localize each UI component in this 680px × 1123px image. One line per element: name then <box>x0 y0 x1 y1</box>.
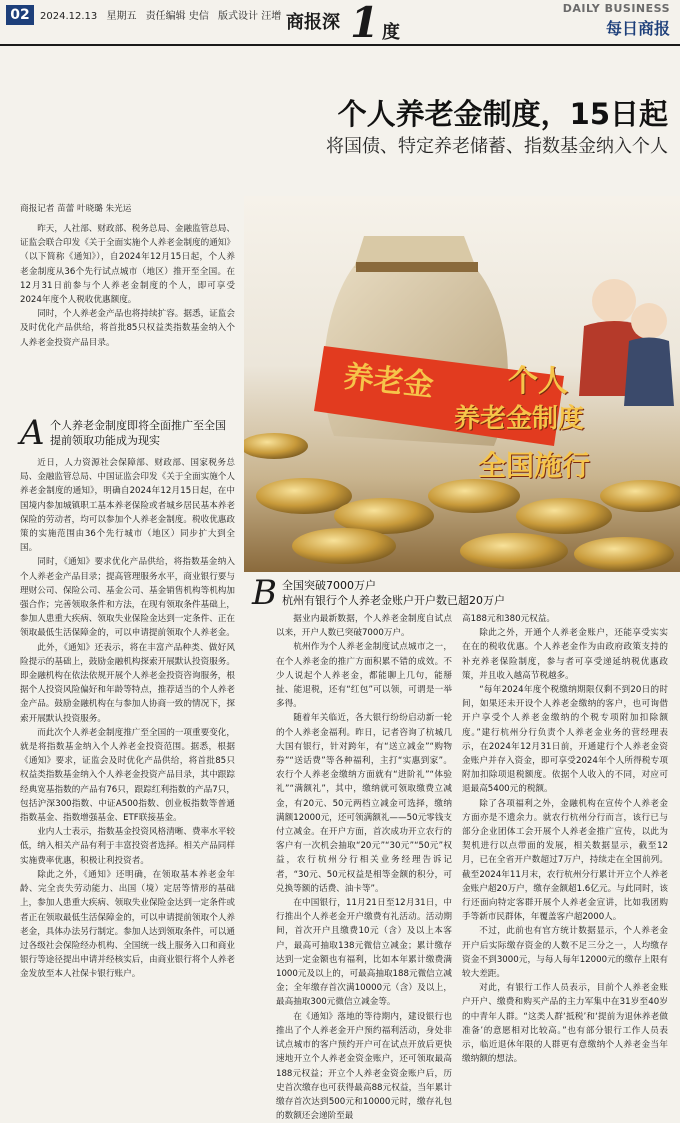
section-b-title-line1: 全国突破7000万户 <box>282 579 376 592</box>
section-a-body <box>20 456 235 982</box>
main-headline: 个人养老金制度，15日起 <box>337 97 668 131</box>
issue-designer: 版式设计 汪增 <box>218 11 282 22</box>
article-paragraph: 近日，人力资源社会保障部、财政部、国家税务总局、金融监管总局、中国证监会印发《关于全面实施个人养老金制度的通知》，明确自2024年12月15日起，在中国境内参加城镇职工基本养老保险或者城乡居民基本养老保险的劳动者，均可以参加个人养老金制度。税收优惠政策的实施范围由36个先行城市（地区）同步扩大到全国。 <box>20 458 235 554</box>
intro-text <box>20 222 235 350</box>
article-paragraph: 在《通知》落地的等待期内，建设银行也推出了个人养老金开户预约福利活动，身处非试点城市的客户预约开户可在试点开放后更快速地开立个人养老金资金账户，还可领取最高188元权益；开立个人养老金资金账户后，历史首次缴存也可获得最高88元权益，当年累计缴存首次达到500元和10000元时，缴存礼包的数额还会递阶至最 <box>276 1011 452 1122</box>
issue-meta <box>40 7 287 22</box>
section-a-letter: A <box>20 413 45 453</box>
intro-paragraph: 同时，个人养老金产品也将持续扩容。据悉，证监会及时优化产品供给，将首批85只权益类指数基金纳入个人养老金投资产品目录。 <box>20 309 235 348</box>
photo-illustration <box>244 196 680 572</box>
article-paragraph: 同时，《通知》要求优化产品供给，将指数基金纳入个人养老金产品目录；提高管理服务水平，商业银行要与理财公司、保险公司、基金公司、基金销售机构等机构加强合作；完善领取条件和方法，在现有领取条件基础上，参加人患重大疾病、领取失业保险金达到一定条件、正在领取最低生活保障金的，可以申请提前领取个人养老金。 <box>20 557 235 639</box>
section-b-title-line2: 杭州有银行个人养老金账户开户数已超20万户 <box>282 594 505 607</box>
section-title <box>286 0 416 47</box>
brand-english: DAILY BUSINESS <box>562 2 670 15</box>
section-a-title-line2: 提前领取功能成为现实 <box>50 434 160 447</box>
section-b-column-2 <box>462 612 668 1067</box>
article-paragraph: 除了各项福利之外，金融机构在宣传个人养老金方面亦是不遗余力。就农行杭州分行而言，该行已与部分企业团体工会开展个人养老金推广宣传，以此为契机进行以点带面的发展，相关数据显示，截至12月，已在全省开户数超过7万户，持续走在全国前列。截至2024年11月末，农行杭州分行累计开立个人养老金账户超20万户，缴存金额超1.6亿元。与此同时，该行还面向特定客群开展个人养老金宣讲，比如我团购手等新市民群体，年覆盖客户超2000人。 <box>462 798 668 923</box>
article-paragraph: 除此之外，开通个人养老金账户，还能享受实实在在的税收优惠。个人养老金作为由政府政策支持的补充养老保险制度，参与者可享受递延纳税优惠政策，并且收入越高节税越多。 <box>462 628 668 681</box>
article-paragraph: 杭州作为个人养老金制度试点城市之一，在个人养老金的推广方面积累不错的成效。不少人说起个人养老金，都能聊上几句，能掰扯、能退税，还有“红包”可以领，可谓是一举多得。 <box>276 642 452 710</box>
article-paragraph: 此外，《通知》还表示，将在丰富产品种类、做好风险提示的基础上，鼓励金融机构探索开展默认投资服务。即金融机构在依法依规开展个人养老金投资咨询服务，根据个人投资风险偏好和年龄等特点，推荐适当的个人养老金产品。鼓励金融机构在与参加人协商一致的情况下，探索开展默认投资服务。 <box>20 642 235 724</box>
article-paragraph: “每年2024年度个税缴纳期限仅剩不到20日的时间，如果还未开设个人养老金缴纳的客户，也可询借开户享受个人养老金缴纳的个税专项附加扣除额度。”建行杭州分行负责个人养老金业务的营经理表示，在2024年12月31日前，开通建行个人养老金资金账户并存入资金，即可享受2024年个人所得税专项附加扣除项退税额度。依据个人收入的不同，对应可退最高5400元的税额。 <box>462 685 668 795</box>
photo-label-line3: 全国施行 <box>478 449 591 482</box>
main-subhead: 将国债、特定养老储蓄、指数基金纳入个人 <box>326 136 668 157</box>
article-paragraph: 业内人士表示，指数基金投资风格清晰、费率水平较低，纳入相关产品有利于丰富投资者选择。相关产品同样实施费率优惠，积极让利投资者。 <box>20 827 235 866</box>
byline: 商报记者 苗蕾 叶晓璐 朱光运 <box>20 204 132 214</box>
section-prefix: 商报深 <box>286 12 340 33</box>
issue-editor: 责任编辑 史信 <box>145 11 209 22</box>
article-paragraph: 随着年关临近，各大银行纷纷启动新一轮的个人养老金福利。昨日，记者咨询了杭城几大国有银行，针对跨年，有“送立减金”“购物券”“送话费”等各种福利，主打“实惠到家”。农行个人养老金缴纳方面就有“进阶礼”“体验礼”“满额礼”，其中，缴纳就可领取缴费立减金，有20元、50元两档立减金可选择，缴纳满额12000元，还可领满额礼——50元零钱支付立减金。在开户方面，首次成功开立农行的客户有一次机会抽取“20元”“30元”“50元”权益，农行杭州分行相关业务经理告诉记者，“30元、50元权益是相等金额的积分，可兑换等额的话费、油卡等”。 <box>276 713 452 894</box>
photo-label-line1: 个人 <box>508 364 568 399</box>
elderly-couple-figurine <box>579 279 674 406</box>
brand-chinese: 每日商报 <box>605 19 670 38</box>
photo-label-big: 养老金 <box>342 359 436 404</box>
page-number: 02 <box>6 5 34 25</box>
feature-photo <box>244 196 680 572</box>
section-a-title-line1: 个人养老金制度即将全面推广至全国 <box>50 419 226 432</box>
article-paragraph: 而此次个人养老金制度推广至全国的一项重要变化，就是将指数基金纳入个人养老金投资范围。据悉，根据《通知》要求，证监会及时优化产品供给，将首批85只权益类指数基金纳入个人养老金投资产品目录，其中跟踪经典宽基指数的产品有76只，跟踪红利指数的产品7只，包括沪深300指数、中证A500指数、创业板指数等普通指数基金、指数增强基金、ETF联接基金。 <box>20 727 235 824</box>
intro-paragraph: 昨天，人社部、财政部、税务总局、金融监管总局、证监会联合印发《关于全面实施个人养老金制度的通知》（以下简称《通知》），自2024年12月15日起，个人养老金制度从36个先行试点城市（地区）推开至全国。在12月31日前参与个人养老金制度的个人，即可享受2024年度个人税收优惠额度。 <box>20 224 235 306</box>
sack-tie <box>356 262 478 272</box>
article-paragraph: 除此之外，《通知》还明确，在领取基本养老金年龄、完全丧失劳动能力、出国（境）定居等情形的基础上，参加人患重大疾病、领取失业保险金达到一定条件或者正在领取最低生活保障金的，可以申请提前领取个人养老金，具体办法另行制定。参加人达到领取条件，可以通过各级社会保险经办机构、全国统一线上服务入口和商业银行等途径提出申请并经核实后，由商业银行将个人养老金发放至本人社保卡银行账户。 <box>20 869 235 980</box>
section-b-heading <box>252 573 552 613</box>
section-b-column-1 <box>276 612 452 1123</box>
section-number: 1 <box>350 0 380 47</box>
article-paragraph: 据业内最新数据，个人养老金制度自试点以来，开户人数已突破7000万户。 <box>276 614 452 639</box>
article-paragraph: 在中国银行，11月21日至12月31日，中行推出个人养老金开户缴费有礼活动。活动期间，首次开户且缴费10元（含）及以上本客户，最高可抽取138元微信立减金；累计缴存达到一定金额也有福利，比如本年累计缴费满1000元及以上的，可最高抽取188元微信立减金；全年缴存首次满10000元（含）及以上，最高抽取300元微信立减金等。 <box>276 898 452 1008</box>
issue-weekday: 星期五 <box>106 11 137 22</box>
coin-pile <box>244 433 680 571</box>
photo-label-line2: 养老金制度 <box>454 404 585 434</box>
issue-date: 2024.12.13 <box>40 11 98 22</box>
section-a-heading <box>20 413 240 453</box>
article-paragraph: 高188元和380元权益。 <box>462 614 555 624</box>
article-paragraph: 对此，有银行工作人员表示，目前个人养老金账户开户、缴费和购买产品的主力军集中在31岁至40岁的中青年人群。“这类人群‘抵税’和‘提前为退休养老做准备’的意愿相对比较高。”也有部分银行工作人员表示，临近退休年限的人群更有意缴纳个人养老金当年缴纳额的想法。 <box>462 983 668 1065</box>
section-suffix: 度 <box>382 22 400 43</box>
section-b-letter: B <box>252 573 277 613</box>
page-header <box>0 0 680 46</box>
article-paragraph: 不过，此前也有官方统计数据显示，个人养老金开户后实际缴存资金的人数不足三分之一，人均缴存资金不到3000元，与每人每年12000元的缴存上限有较大差距。 <box>462 926 668 980</box>
